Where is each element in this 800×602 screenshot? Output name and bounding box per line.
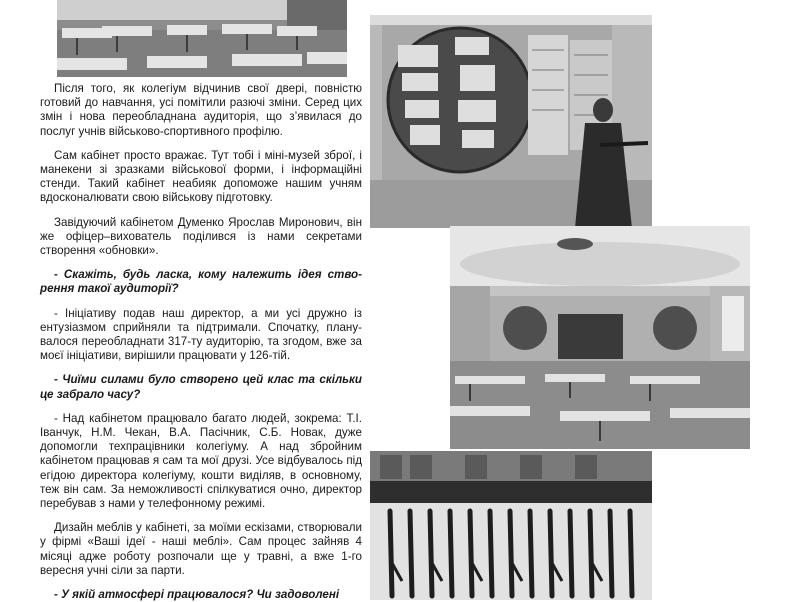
article-text [40, 82, 362, 602]
photo-classroom-interior [450, 226, 750, 449]
paragraph: Завідуючий кабінетом Думенко Ярослав Миронович, він же офіцер–вихователь поділився із нами секретами створення «обновки». [40, 215, 362, 258]
interview-question: - У якій атмосфері працювалося? Чи задоволені [54, 588, 340, 602]
photo-weapon-rack [370, 451, 652, 600]
paragraph: Після того, як колегіум відчинив свої двері, повністю готовий до навчання, усі помітили разючі зміни. Серед цих змін і нова переобладнана аудиторія, що з’явилася до послуг учнів військово-спортивного профілю. [40, 82, 362, 138]
photo-museum-stands [370, 15, 652, 228]
paragraph: Дизайн меблів у кабінеті, за моїми ескізами, створювали у фірмі «Ваші ідеї - наші меблі». Сам процес зайняв 4 місяці адже роботу розпочали ще у травні, а вже 1-го вересня учні сіли за парти. [40, 521, 362, 577]
paragraph: - Ініціативу подав наш директор, а ми усі дружно із ентузіазмом сприйняли та підтримали. Спочатку, планувалося переобладнати 317-ту аудиторію, та згодом, вже за моєї ініціативи, вирішили працювати у 126-тій. [40, 306, 362, 363]
interview-question: - Скажіть, будь ласка, кому належить ідея створення такої аудиторії? [40, 268, 362, 296]
photo-classroom-desks [57, 0, 347, 77]
paragraph: - Над кабінетом працювало багато людей, зокрема: Т.І. Іванчук, Н.М. Чекан, В.А. Пасічник, С.Б. Новак, дуже допомогли техпрацівники колегіуму. А над збройним кабінетом працював я сам та мої друзі. Усе відбувалось під егідою директора колегіуму, кошти виділяв, в основному, теж він сам. За неможливості спілкуватися очно, директор перебував з нами у телефонному режимі. [40, 411, 362, 511]
paragraph: Сам кабінет просто вражає. Тут тобі і міні-музей зброї, і манекени зі зразками військової форми, і інформаційні стенди. Такий кабінет неабияк допоможе нашим учням вдосконалювати свою військову підготовку. [40, 148, 362, 205]
interview-question: - Чиїми силами було створено цей клас та скільки це забрало часу? [40, 373, 362, 401]
